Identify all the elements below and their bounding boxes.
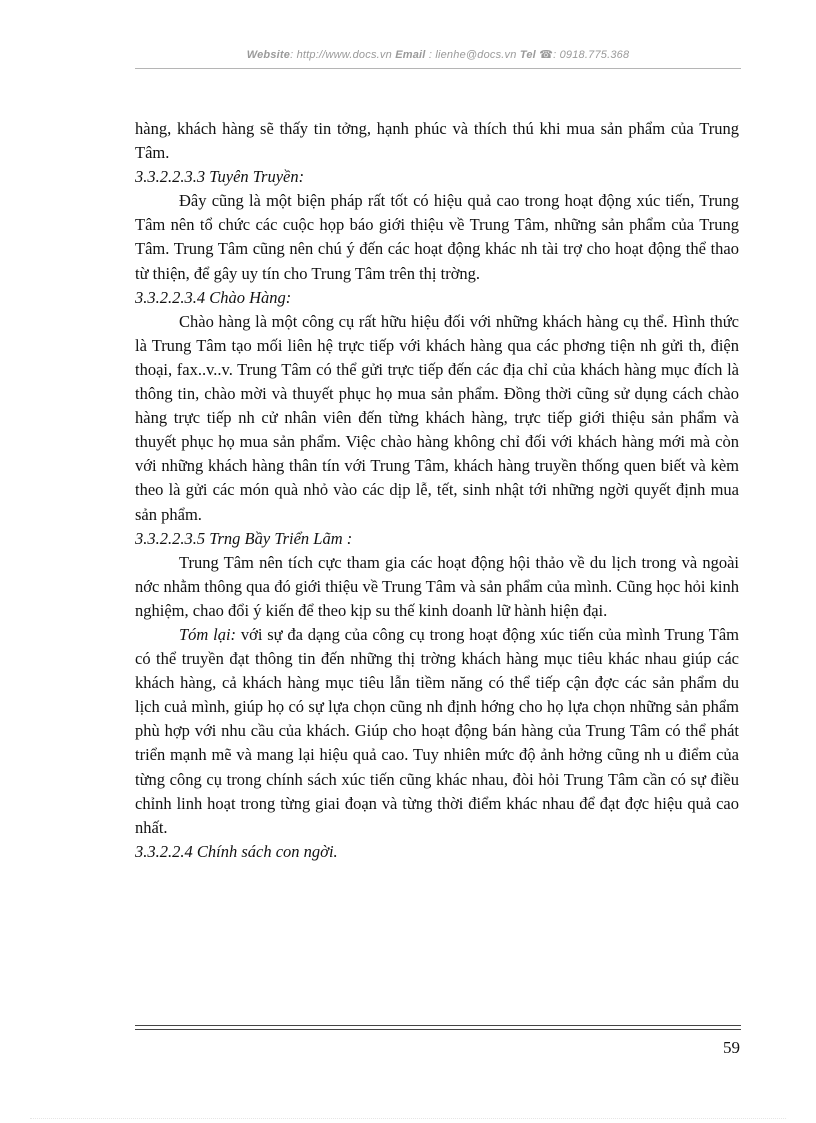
bottom-dotted-line [30, 1118, 786, 1119]
website-label: Website [246, 49, 291, 61]
summary-text: với sự đa dạng của công cụ trong hoạt động xúc tiến của mình Trung Tâm có thể truyền đạt thông tin đến những thị trờng khách hàng mục tiêu khác nhau giúp các khách hàng, cả khách hàng mục tiêu lẫn tiềm năng có thể tiếp cận đợc các sản phẩm du lịch cuả mình, giúp họ có sự lựa chọn cũng nh định hớng cho họ lựa chọn những sản phẩm phù hợp với nhu cầu của khách. Giúp cho hoạt động bán hàng của Trung Tâm có thể phát triển mạnh mẽ và mang lại hiệu quả cao. Tuy nhiên mức độ ảnh hởng cũng nh u điểm của từng công cụ trong chính sách xúc tiến cũng khác nhau, đòi hỏi Trung Tâm cần có sự điều chỉnh linh hoạt trong từng giai đoạn và từng thời điểm khác nhau để đạt đợc hiệu quả cao nhất. [135, 624, 739, 837]
email-label: Email [395, 49, 426, 61]
website-url: : http://www.docs.vn [290, 49, 392, 61]
page-header [135, 48, 741, 61]
summary-paragraph [135, 623, 739, 840]
continuation-paragraph: hàng, khách hàng sẽ thấy tin tởng, hạnh phúc và thích thú khi mua sản phẩm của Trung Tâm. [135, 119, 739, 163]
document-body [135, 117, 739, 864]
header-divider [135, 68, 741, 69]
footer-divider [135, 1025, 741, 1030]
phone-icon: ☎ [539, 49, 554, 61]
paragraph-trung-bay: Trung Tâm nên tích cực tham gia các hoạt động hội thảo về du lịch trong và ngoài nớc nhằm thông qua đó giới thiệu về Trung Tâm và sản phẩm của mình. Cũng học hỏi kinh nghiệm, chao đổi ý kiến để theo kịp su thế kinh doanh lữ hành hiện đại. [135, 552, 739, 620]
section-heading-chao-hang: 3.3.2.2.3.4 Chào Hàng: [135, 287, 292, 307]
section-heading-chinh-sach-con-nguoi: 3.3.2.2.4 Chính sách con ngời. [135, 841, 338, 861]
tel-label: Tel [519, 49, 536, 61]
section-heading-trung-bay: 3.3.2.2.3.5 Trng Bầy Triển Lãm : [135, 528, 353, 548]
paragraph-chao-hang: Chào hàng là một công cụ rất hữu hiệu đối với những khách hàng cụ thể. Hình thức là Trung Tâm tạo mối liên hệ trực tiếp với khách hàng qua các phơng tiện nh gửi th, điện thoại, fax..v..v. Trung Tâm có thể gửi trực tiếp đến các địa chỉ của khách hàng mục đích là thông tin, chào mời và thuyết phục họ mua sản phẩm. Đồng thời cũng sử dụng cách chào hàng trực tiếp nh cử nhân viên đến từng khách hàng, trực tiếp giới thiệu sản phẩm và thuyết phục họ mua sản phẩm. Việc chào hàng không chỉ đối với khách hàng mới mà còn với những khách hàng thân tín với Trung Tâm, khách hàng truyền thống quen biết và kèm theo là gửi các món quà nhỏ vào các dịp lễ, tết, sinh nhật tới những ngời quyết định mua sản phẩm. [135, 311, 739, 524]
email-address: : lienhe@docs.vn [428, 49, 517, 61]
tel-number: : 0918.775.368 [553, 49, 630, 61]
paragraph-tuyen-truyen: Đây cũng là một biện pháp rất tốt có hiệu quả cao trong hoạt động xúc tiến, Trung Tâm nên tổ chức các cuộc họp báo giới thiệu về Trung Tâm, những sản phẩm của Trung Tâm. Trung Tâm cũng nên chú ý đến các hoạt động khác nh tài trợ cho hoạt động thể thao từ thiện, để gây uy tín cho Trung Tâm trên thị trờng. [135, 191, 739, 283]
summary-lead: Tóm lại: [179, 624, 237, 644]
section-heading-tuyen-truyen: 3.3.2.2.3.3 Tuyên Truyền: [135, 167, 305, 187]
page-number: 59 [723, 1038, 740, 1057]
